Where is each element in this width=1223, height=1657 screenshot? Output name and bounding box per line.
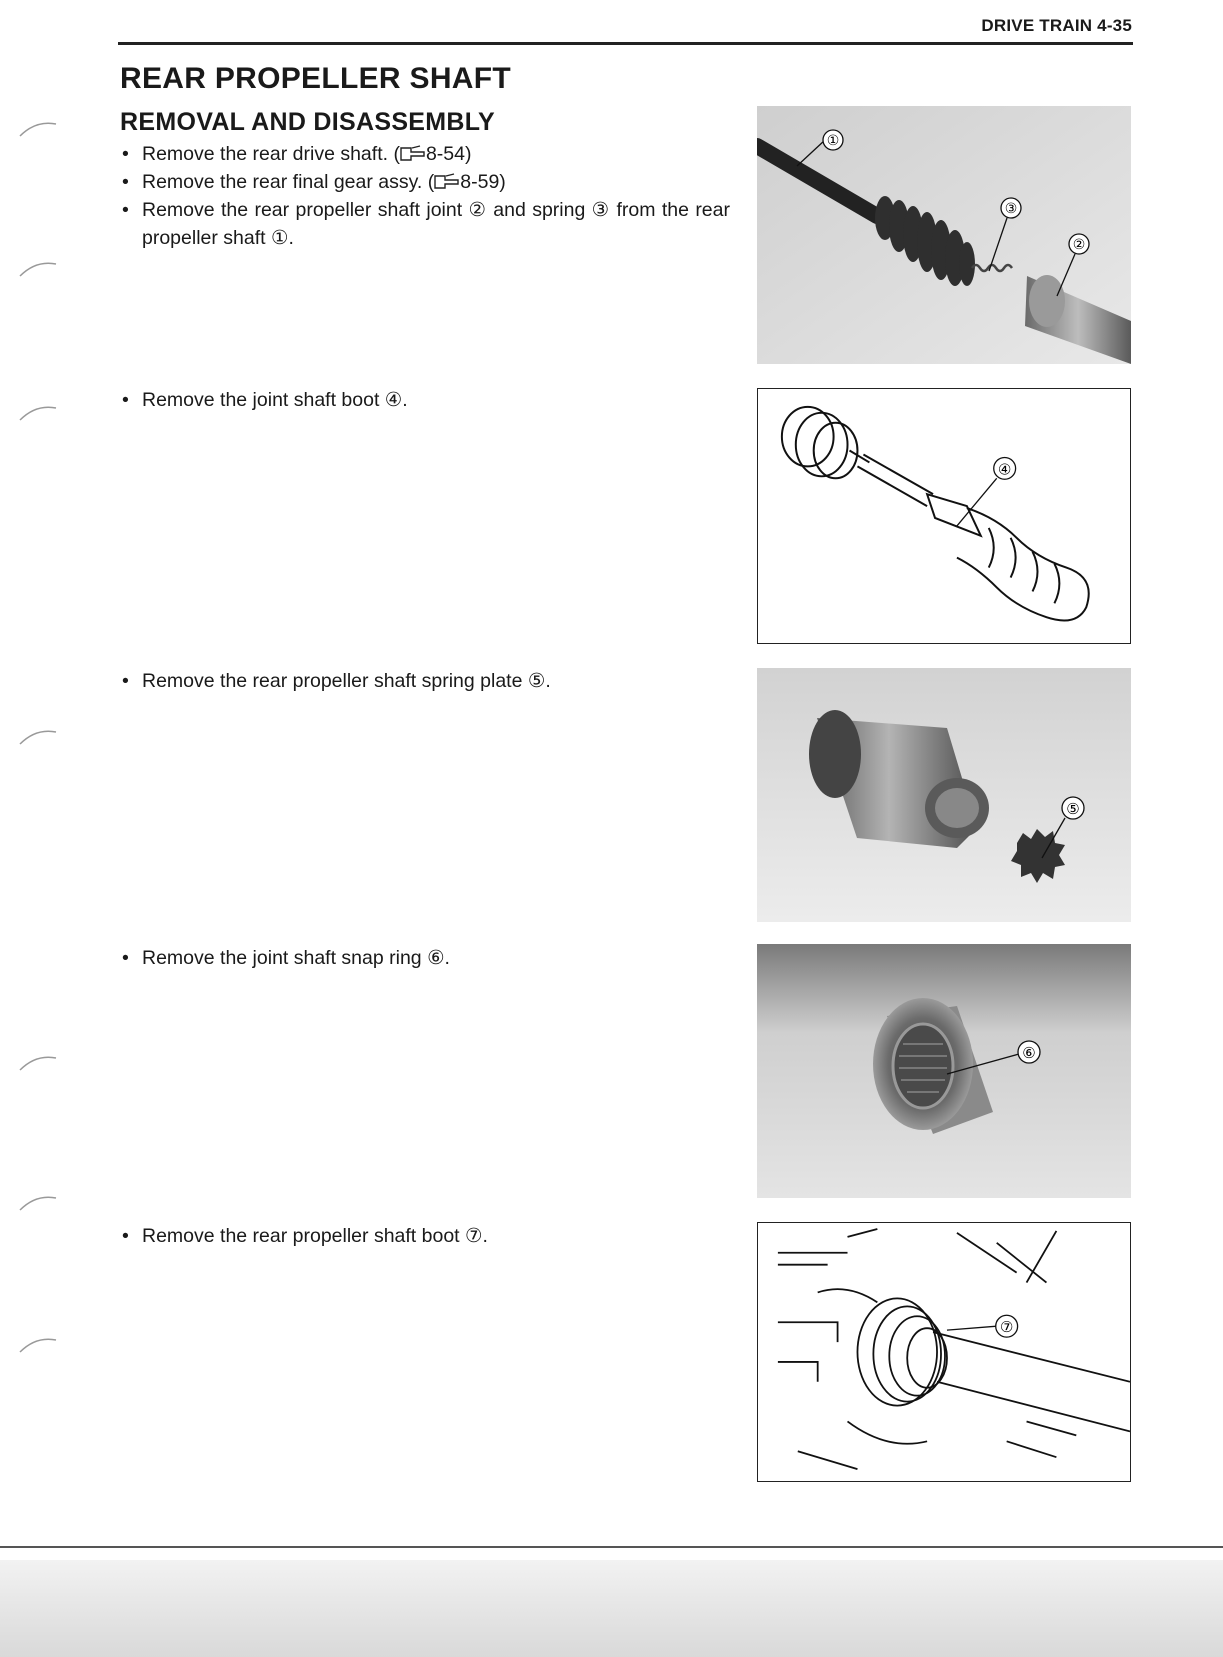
callout-label: ⑥ [1022,1044,1036,1062]
figure-2-joint-shaft-boot-drawing [757,388,1131,644]
margin-mark [18,118,58,138]
figure-5-propeller-shaft-boot-drawing [757,1222,1131,1482]
callout-label: ③ [1004,201,1018,217]
figure-1-propeller-shaft-photo [757,106,1131,364]
callout-label: ④ [997,460,1012,479]
callout-label: ⑦ [999,1318,1014,1337]
list-item: • Remove the rear propeller shaft boot ⑦. [120,1222,730,1250]
callout-label: ① [826,133,840,149]
list-item: • Remove the joint shaft boot ④. [120,386,730,414]
margin-mark [18,1052,58,1072]
pointing-hand-icon [400,142,426,160]
margin-mark [18,726,58,746]
list-item: • Remove the joint shaft snap ring ⑥. [120,944,730,972]
list-item: • Remove the rear final gear assy. ( 8-59) [120,168,730,196]
callout-label: ② [1072,237,1086,253]
header-rule [118,42,1133,45]
step-5 [120,1222,730,1250]
page-header-label: DRIVE TRAIN 4-35 [981,16,1132,35]
cross-reference-link[interactable]: 8-54 [425,143,465,165]
scan-shadow [0,1560,1223,1657]
margin-mark [18,1192,58,1212]
margin-mark [18,402,58,422]
step-3 [120,667,730,695]
margin-mark [18,258,58,278]
figure-4-snap-ring-photo [757,944,1131,1198]
footer-rule [0,1546,1223,1548]
section-title: REAR PROPELLER SHAFT [120,62,512,95]
step-4 [120,944,730,972]
callout-label: ⑤ [1066,800,1080,818]
pointing-hand-icon [434,170,460,188]
subsection-title: REMOVAL AND DISASSEMBLY [120,108,496,136]
step-2 [120,386,730,414]
margin-mark [18,1334,58,1354]
list-item: • Remove the rear drive shaft. ( 8-54) [120,140,730,168]
figure-3-spring-plate-photo [757,668,1131,922]
list-item: • Remove the rear propeller shaft spring plate ⑤. [120,667,730,695]
cross-reference-link[interactable]: 8-59 [460,171,500,193]
list-item: • Remove the rear propeller shaft joint ② and spring ③ from the rear propeller shaft ①. [120,196,730,252]
step-1 [120,140,730,252]
